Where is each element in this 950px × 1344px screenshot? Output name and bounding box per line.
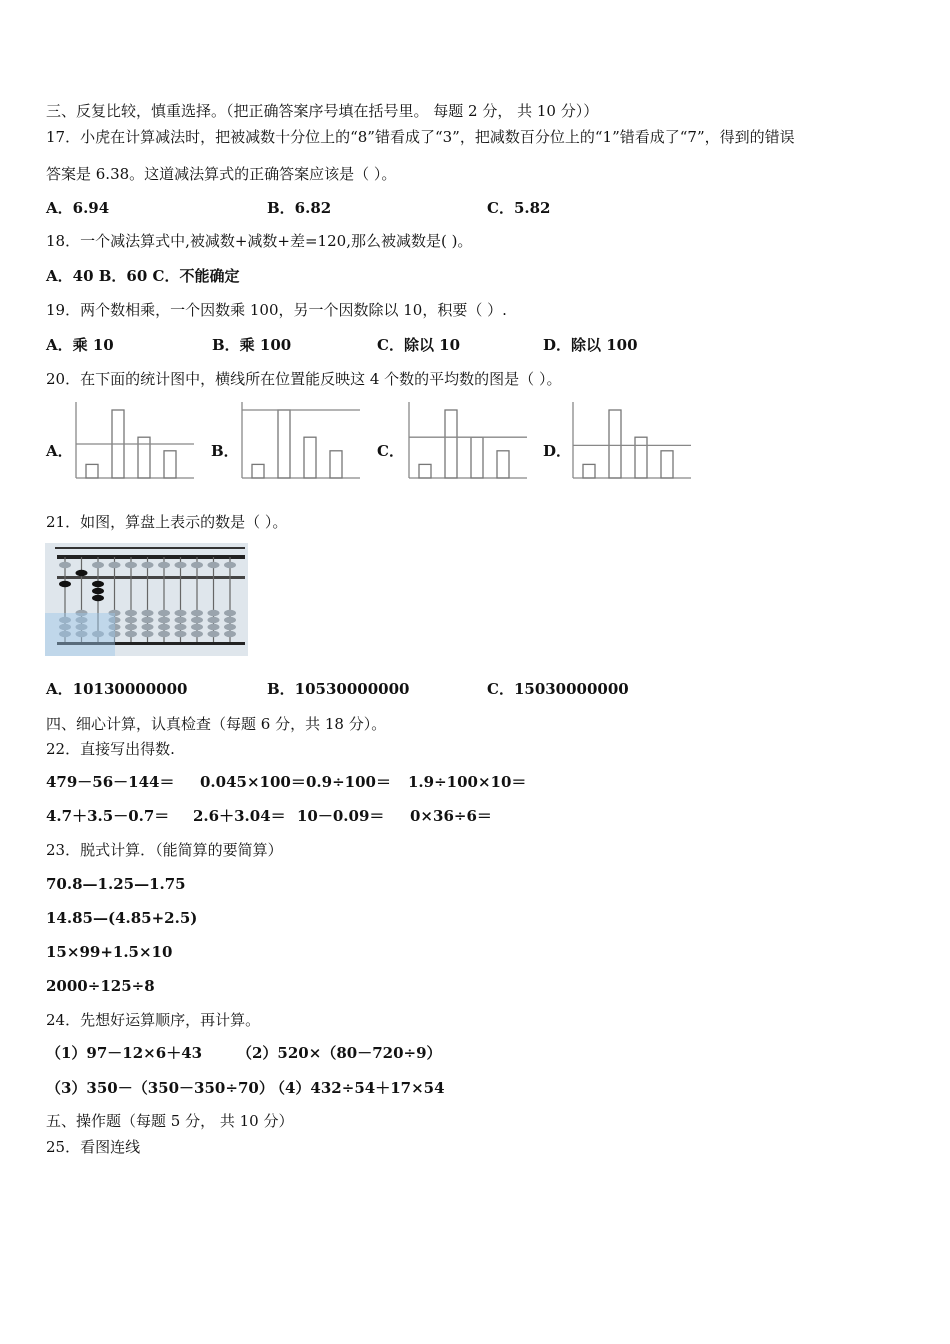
section5-title: 五、操作题（每题 5 分， 共 10 分）	[46, 1112, 294, 1130]
bar	[330, 451, 342, 478]
abacus-bead	[59, 562, 71, 568]
bar	[138, 437, 150, 478]
abacus-bead	[142, 631, 154, 637]
chart-b	[238, 402, 362, 482]
bar	[635, 437, 647, 478]
bar	[278, 410, 290, 478]
q24-text: 24．先想好运算顺序，再计算。	[46, 1011, 261, 1029]
abacus-bead	[208, 562, 220, 568]
abacus-bead	[175, 624, 187, 630]
abacus-bead	[158, 610, 170, 616]
q18-options: A．40 B．60 C．不能确定	[46, 267, 240, 285]
abacus-bead	[92, 562, 104, 568]
chart-c-label: C．	[377, 442, 404, 460]
section3-title: 三、反复比较，慎重选择。（把正确答案序号填在括号里。 每题 2 分， 共 10 分））	[46, 102, 599, 120]
q19-option-c: C．除以 10	[377, 336, 461, 354]
bar	[609, 410, 621, 478]
abacus-bead	[125, 562, 137, 568]
abacus-bead	[175, 610, 187, 616]
q22-item: 0.9÷100＝	[306, 773, 391, 791]
q24-item: （3）350－（350－350÷70）	[46, 1079, 274, 1097]
bar	[497, 451, 509, 478]
abacus-bead	[158, 624, 170, 630]
bar	[471, 437, 483, 478]
q17-line2: 答案是 6.38。这道减法算式的正确答案应该是（ ）。	[46, 165, 397, 183]
q23-item: 2000÷125÷8	[46, 977, 155, 995]
chart-a	[72, 402, 196, 482]
q22-item: 0.045×100＝	[200, 773, 306, 791]
abacus-bead	[142, 624, 154, 630]
bar	[164, 451, 176, 478]
q20-text: 20．在下面的统计图中，横线所在位置能反映这 4 个数的平均数的图是（ ）。	[46, 370, 562, 388]
abacus-image	[45, 543, 248, 656]
abacus-bead	[92, 588, 104, 594]
abacus-bead	[208, 610, 220, 616]
q24-item: （1）97－12×6＋43	[46, 1044, 203, 1062]
q22-item: 2.6＋3.04＝	[193, 807, 286, 825]
abacus-bead	[125, 631, 137, 637]
q18-text: 18．一个减法算式中,被减数+减数+差=120,那么被减数是( )。	[46, 232, 473, 250]
q22-text: 22．直接写出得数.	[46, 740, 175, 758]
q21-option-c: C．15030000000	[487, 680, 629, 698]
abacus-bead	[175, 631, 187, 637]
abacus-bead	[175, 617, 187, 623]
q22-item: 479－56－144＝	[46, 773, 175, 791]
bar	[583, 464, 595, 478]
abacus-bead	[191, 624, 203, 630]
abacus-bead	[158, 562, 170, 568]
chart-b-label: B．	[211, 442, 239, 460]
q17-option-b: B．6.82	[267, 199, 332, 217]
q22-item: 4.7＋3.5－0.7＝	[46, 807, 170, 825]
q19-option-d: D．除以 100	[543, 336, 638, 354]
chart-d	[569, 402, 693, 482]
q23-item: 14.85—(4.85+2.5)	[46, 909, 198, 927]
q23-item: 70.8—1.25—1.75	[46, 875, 186, 893]
abacus-bead	[224, 562, 236, 568]
abacus-bead	[191, 562, 203, 568]
q17-line1: 17．小虎在计算减法时，把被减数十分位上的“8”错看成了“3”，把减数百分位上的“1”错看成了“7”，得到的错误	[46, 128, 795, 146]
abacus-bead	[208, 624, 220, 630]
bar	[86, 464, 98, 478]
abacus-bead	[191, 617, 203, 623]
bar	[661, 451, 673, 478]
section4-title: 四、细心计算，认真检查（每题 6 分，共 18 分）。	[46, 715, 387, 733]
abacus-bead	[224, 624, 236, 630]
q21-option-a: A．10130000000	[46, 680, 188, 698]
bar	[252, 464, 264, 478]
abacus-bead	[224, 610, 236, 616]
abacus-bead	[142, 610, 154, 616]
q22-item: 10－0.09＝	[297, 807, 385, 825]
abacus-bead	[175, 562, 187, 568]
bar	[445, 410, 457, 478]
q24-item: （2）520×（80－720÷9）	[237, 1044, 442, 1062]
chart-c	[405, 402, 529, 482]
abacus-bead	[125, 610, 137, 616]
abacus-bead	[224, 617, 236, 623]
abacus-bead	[224, 631, 236, 637]
chart-a-label: A．	[46, 442, 73, 460]
q24-item: （4）432÷54＋17×54	[270, 1079, 445, 1097]
abacus-bead	[125, 617, 137, 623]
q23-text: 23．脱式计算．（能简算的要简算）	[46, 841, 283, 859]
abacus-bead	[92, 595, 104, 601]
abacus-bead	[142, 562, 154, 568]
abacus-bead	[208, 631, 220, 637]
abacus-bead	[208, 617, 220, 623]
q19-text: 19．两个数相乘，一个因数乘 100，另一个因数除以 10，积要（ ）.	[46, 301, 507, 319]
chart-d-label: D．	[543, 442, 572, 460]
abacus-bead	[158, 631, 170, 637]
bar	[304, 437, 316, 478]
abacus-bead	[109, 562, 121, 568]
abacus-bead	[125, 624, 137, 630]
abacus-bead	[191, 610, 203, 616]
bar	[419, 464, 431, 478]
q21-text: 21．如图，算盘上表示的数是（ ）。	[46, 513, 288, 531]
q22-item: 1.9÷100×10＝	[408, 773, 527, 791]
q17-option-a: A．6.94	[46, 199, 110, 217]
abacus-bead	[158, 617, 170, 623]
q21-option-b: B．10530000000	[267, 680, 410, 698]
abacus-bead	[191, 631, 203, 637]
q17-option-c: C．5.82	[487, 199, 551, 217]
q25-text: 25．看图连线	[46, 1138, 141, 1156]
q22-item: 0×36÷6＝	[410, 807, 492, 825]
q19-option-b: B．乘 100	[212, 336, 292, 354]
q23-item: 15×99+1.5×10	[46, 943, 173, 961]
q19-option-a: A．乘 10	[46, 336, 114, 354]
abacus-bead	[92, 581, 104, 587]
abacus-bead	[76, 570, 88, 576]
abacus-bead	[59, 581, 71, 587]
abacus-bead	[142, 617, 154, 623]
